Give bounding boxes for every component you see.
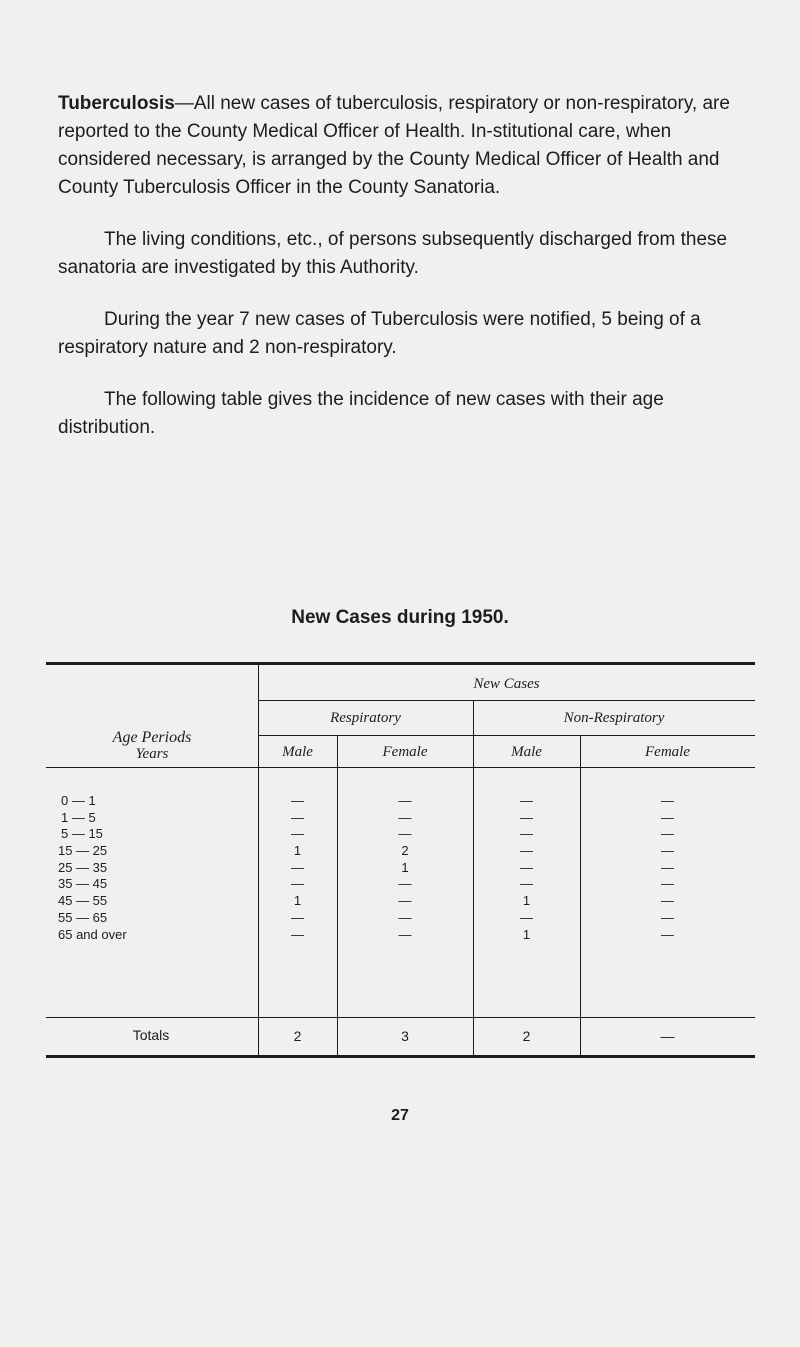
cell-resp-female: — <box>398 927 412 942</box>
cell-resp-female: — <box>398 810 412 825</box>
cell-resp-male: — <box>291 860 304 875</box>
cell-resp-male: — <box>291 810 304 825</box>
cell-resp-female: — <box>398 793 412 808</box>
cell-resp-male: — <box>291 927 304 942</box>
paragraph-table-intro: The following table gives the incidence of new cases with their age distribution. <box>58 389 664 438</box>
cell-resp-female: — <box>398 876 412 891</box>
cell-resp-male: 1 <box>293 843 302 858</box>
cell-nonresp-male: 1 <box>522 893 531 908</box>
row-age: 1 — 5 <box>61 810 96 825</box>
header-nonresp-male: Male <box>511 744 542 760</box>
totals-top-rule <box>46 1017 755 1018</box>
totals-label: Totals <box>132 1027 170 1043</box>
header-nonresp-female: Female <box>645 744 690 760</box>
cell-resp-female: 2 <box>401 843 409 858</box>
cell-resp-male: — <box>291 876 304 891</box>
header-age-periods: Age Periods <box>112 729 192 746</box>
table-top-rule <box>46 662 755 665</box>
row-age: 65 and over <box>58 927 127 942</box>
total-resp-female: 3 <box>401 1028 409 1044</box>
cell-nonresp-male: — <box>520 876 533 891</box>
cell-nonresp-male: — <box>520 910 533 925</box>
total-resp-male: 2 <box>293 1028 302 1044</box>
cell-nonresp-female: — <box>661 910 674 925</box>
cell-nonresp-female: — <box>661 810 674 825</box>
cell-resp-male: — <box>291 910 304 925</box>
total-nonresp-female: — <box>660 1028 675 1044</box>
row-age: 5 — 15 <box>61 826 103 841</box>
paragraph-lead: Tuberculosis <box>58 93 175 114</box>
cell-nonresp-male: — <box>520 843 533 858</box>
cell-resp-female: — <box>398 893 412 908</box>
cell-nonresp-male: 1 <box>522 927 531 942</box>
row-age: 15 — 25 <box>58 843 108 858</box>
table-bottom-rule <box>46 1055 755 1058</box>
cell-nonresp-male: — <box>520 860 533 875</box>
row-age: 25 — 35 <box>58 860 108 875</box>
cell-nonresp-female: — <box>661 893 674 908</box>
row-age: 45 — 55 <box>58 893 108 908</box>
paragraph-living-conditions: The living conditions, etc., of persons subsequently discharged from these sanatoria are investigated by this Authority. <box>58 229 728 278</box>
table-title: New Cases during 1950. <box>291 607 509 628</box>
paragraph-tuberculosis <box>58 90 758 202</box>
cell-resp-female: — <box>398 826 412 841</box>
header-non-respiratory: Non-Respiratory <box>563 710 665 726</box>
header-resp-male: Male <box>282 744 313 760</box>
cell-nonresp-female: — <box>661 843 674 858</box>
cell-resp-female: — <box>398 910 412 925</box>
header-rule-1 <box>258 700 755 701</box>
header-years: Years <box>135 746 169 762</box>
paragraph-text: —All new cases of tuberculosis, respiratory or non-respiratory, are reported to the County Medical Officer of Health. In-stitutional care, when considered necessary, is arranged by the County Medical Officer of Health and County Tuberculosis Officer in the County Sanatoria. <box>58 93 730 198</box>
cell-nonresp-female: — <box>661 826 674 841</box>
header-bottom-rule <box>46 767 755 768</box>
cell-nonresp-female: — <box>661 793 674 808</box>
cell-nonresp-female: — <box>661 927 674 942</box>
header-rule-2 <box>258 735 755 736</box>
cell-nonresp-male: — <box>520 826 533 841</box>
cell-resp-male: 1 <box>293 893 302 908</box>
cell-nonresp-female: — <box>661 860 674 875</box>
cell-resp-female: 1 <box>401 860 409 875</box>
page-number: 27 <box>391 1107 409 1124</box>
row-age: 0 — 1 <box>61 793 96 808</box>
cell-nonresp-male: — <box>520 810 533 825</box>
header-respiratory: Respiratory <box>330 710 401 726</box>
cell-resp-male: — <box>291 826 304 841</box>
row-age: 55 — 65 <box>58 910 108 925</box>
total-nonresp-male: 2 <box>522 1028 531 1044</box>
header-resp-female: Female <box>382 744 428 760</box>
cell-nonresp-male: — <box>520 793 533 808</box>
cell-resp-male: — <box>291 793 304 808</box>
row-age: 35 — 45 <box>58 876 108 891</box>
paragraph-cases-notified: During the year 7 new cases of Tuberculosis were notified, 5 being of a respiratory nature and 2 non-respiratory. <box>58 309 701 358</box>
header-new-cases: New Cases <box>473 676 540 692</box>
cell-nonresp-female: — <box>661 876 674 891</box>
